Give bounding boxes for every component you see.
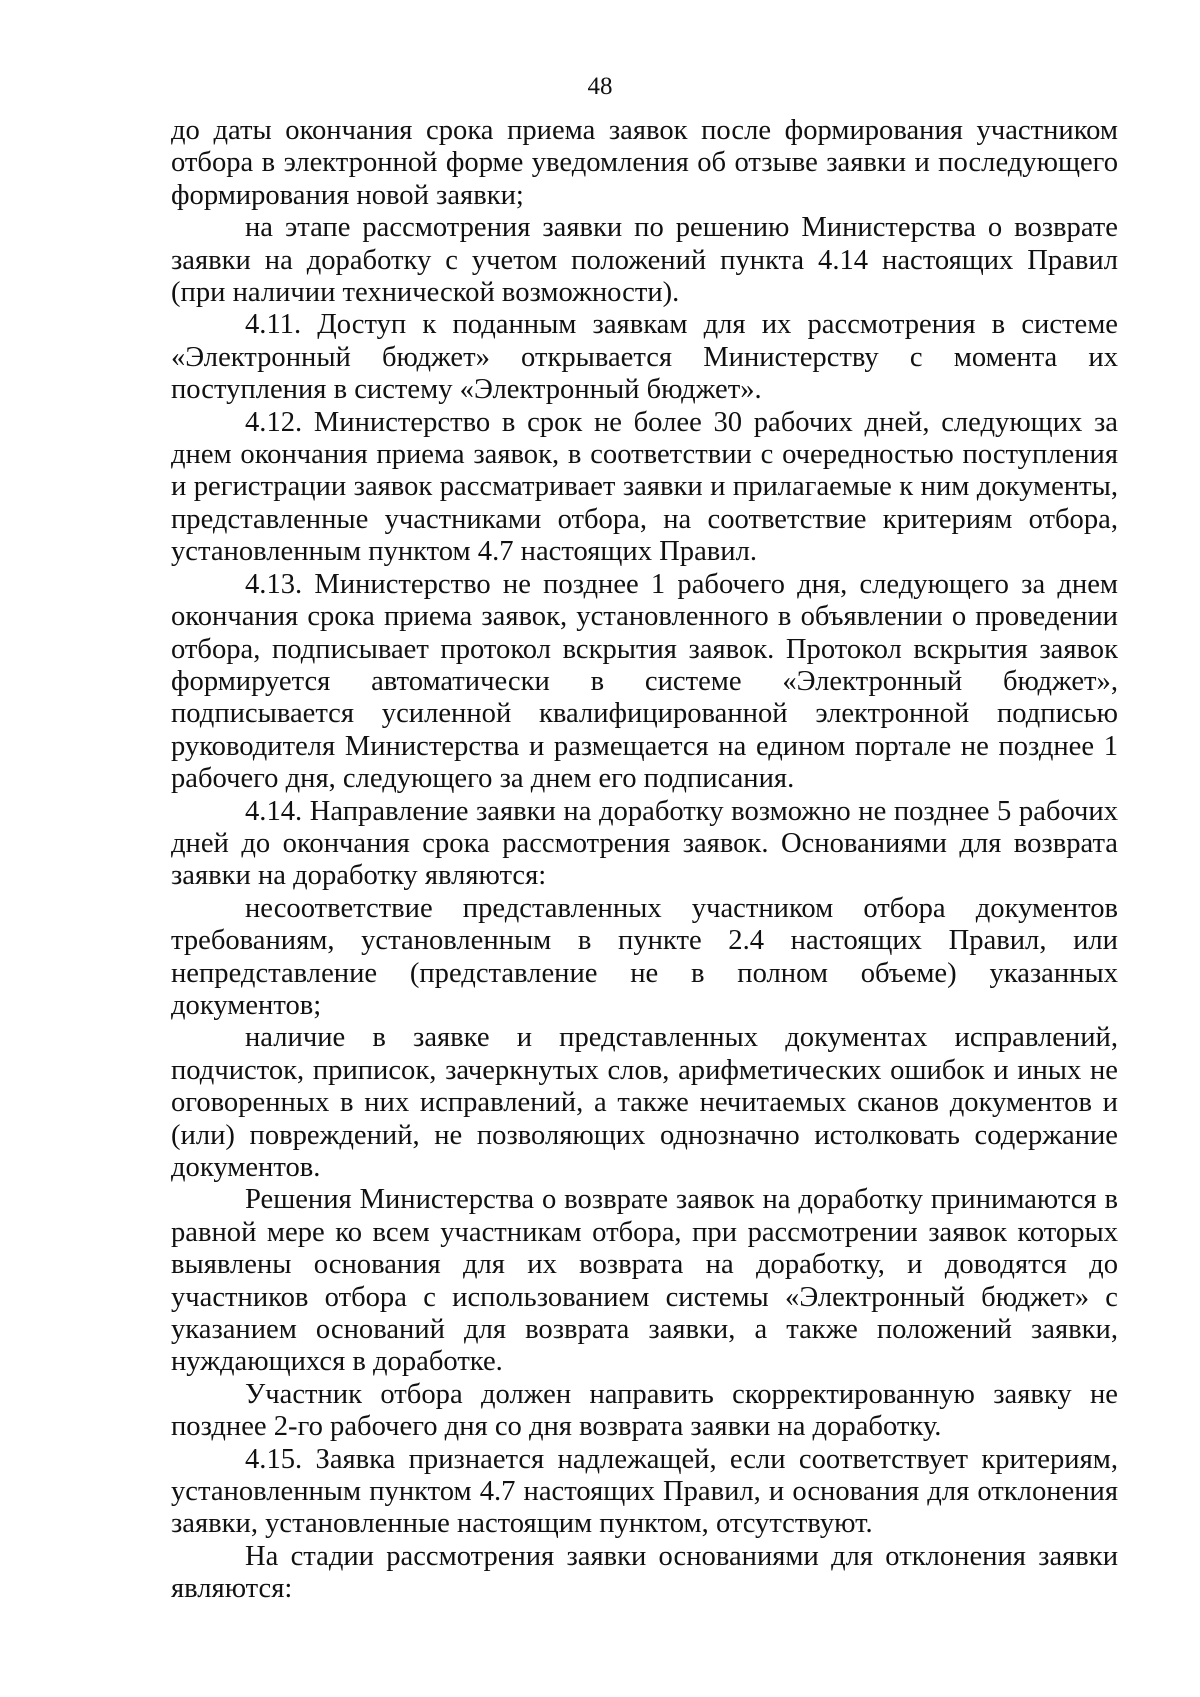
paragraph: Участник отбора должен направить скорректированную заявку не позднее 2-го рабочего дня со дня возврата заявки на доработку. [171,1378,1118,1443]
paragraph: на этапе рассмотрения заявки по решению Министерства о возврате заявки на доработку с учетом положений пункта 4.14 настоящих Правил (при наличии технической возможности). [171,212,1118,309]
paragraph: 4.13. Министерство не позднее 1 рабочего дня, следующего за днем окончания срока приема заявок, установленного в объявлении о проведении отбора, подписывает протокол вскрытия заявок. Протокол вскрытия заявок формируется автоматически в системе «Электронный бюджет», подписывается усиленной квалифицированной электронной подписью руководителя Министерства и размещается на едином портале не позднее 1 рабочего дня, следующего за днем его подписания. [171,568,1118,795]
paragraph: несоответствие представленных участником отбора документов требованиям, установленным в пункте 2.4 настоящих Правил, или непредставление (представление не в полном объеме) указанных документов; [171,892,1118,1021]
paragraph: наличие в заявке и представленных документах исправлений, подчисток, приписок, зачеркнутых слов, арифметических ошибок и иных не оговоренных в них исправлений, а также нечитаемых сканов документов и (или) повреждений, не позволяющих однозначно истолковать содержание документов. [171,1022,1118,1183]
paragraph: 4.14. Направление заявки на доработку возможно не позднее 5 рабочих дней до окончания срока рассмотрения заявок. Основаниями для возврата заявки на доработку являются: [171,795,1118,892]
paragraph: до даты окончания срока приема заявок после формирования участником отбора в электронной форме уведомления об отзыве заявки и последующего формирования новой заявки; [171,115,1118,211]
paragraph: Решения Министерства о возврате заявок на доработку принимаются в равной мере ко всем участникам отбора, при рассмотрении заявок которых выявлены основания для их возврата на доработку, и доводятся до участников отбора с использованием системы «Электронный бюджет» с указанием оснований для возврата заявки, а также положений заявки, нуждающихся в доработке. [171,1184,1118,1378]
paragraph: 4.15. Заявка признается надлежащей, если соответствует критериям, установленным пунктом 4.7 настоящих Правил, и основания для отклонения заявки, установленные настоящим пунктом, отсутствуют. [171,1443,1118,1540]
paragraph: На стадии рассмотрения заявки основаниями для отклонения заявки являются: [171,1540,1118,1605]
page-number: 48 [587,73,613,100]
paragraph: 4.12. Министерство в срок не более 30 рабочих дней, следующих за днем окончания приема заявок, в соответствии с очередностью поступления и регистрации заявок рассматривает заявки и прилагаемые к ним документы, представленные участниками отбора, на соответствие критериям отбора, установленным пунктом 4.7 настоящих Правил. [171,406,1118,568]
document-body [171,115,1118,1606]
paragraph: 4.11. Доступ к поданным заявкам для их рассмотрения в системе «Электронный бюджет» открывается Министерству с момента их поступления в систему «Электронный бюджет». [171,309,1118,406]
